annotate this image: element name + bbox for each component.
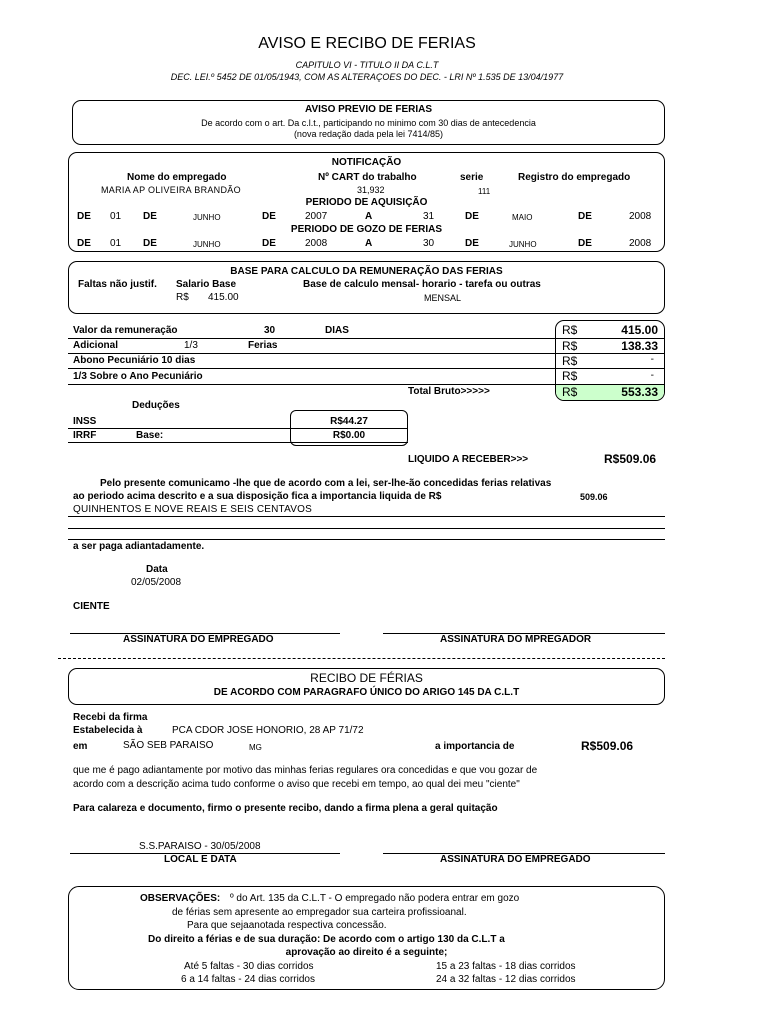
recibo-texto1: que me é pago adiantamente por motivo das minhas ferias regulares ora concedidas e que vou gozar de <box>73 765 538 776</box>
obs-line2: de férias sem apresente ao empregador sua carteira profissioanal. <box>172 907 467 918</box>
notificacao-title: NOTIFICAÇÃO <box>331 157 402 168</box>
aquisicao-de-1: DE <box>77 211 91 222</box>
aquisicao-ano-inicio: 2007 <box>305 211 328 222</box>
header-base-calculo: Base de calculo mensal- horario - tarefa ou outras <box>303 279 541 290</box>
gozo-mes-inicio: JUNHO <box>193 240 221 249</box>
irrf-value: R$0.00 <box>332 430 366 441</box>
currency-symbol: R$ <box>562 323 578 337</box>
gozo-de-2: DE <box>143 238 157 249</box>
em-label: em <box>73 741 88 752</box>
local-data-label: LOCAL E DATA <box>164 854 237 865</box>
aviso-previo-title: AVISO PREVIO DE FERIAS <box>304 104 433 115</box>
aquisicao-dia-inicio: 01 <box>110 211 122 222</box>
extenso-line <box>68 539 665 540</box>
adiantado-text: a ser paga adiantadamente. <box>73 541 205 552</box>
currency-symbol: R$ <box>562 354 578 368</box>
obs-line4: Do direito a férias e de sua duração: De acordo com o artigo 130 da C.L.T a <box>148 934 505 945</box>
gozo-dia-fim: 30 <box>423 238 435 249</box>
valor-remuneracao-value: 415.00 <box>621 323 658 337</box>
valor-remuneracao-qtd: 30 <box>264 325 276 336</box>
gozo-mes-fim: JUNHO <box>509 240 537 249</box>
header-registro: Registro do empregado <box>518 172 631 183</box>
deducoes-title: Deduções <box>132 400 180 411</box>
importancia-value: R$509.06 <box>581 739 634 753</box>
header-cart-trabalho: Nº CART do trabalho <box>318 172 417 183</box>
header-serie: serie <box>460 172 484 183</box>
local-data-value: S.S.PARAISO - 30/05/2008 <box>139 841 261 852</box>
faltas-rule-3: 6 a 14 faltas - 24 dias corridos <box>181 974 315 985</box>
periodo-aquisicao-title: PERIODO DE AQUISIÇÃO <box>305 197 428 208</box>
obs-line5: aprovação ao direito é a seguinte; <box>285 947 448 958</box>
estabelecida-label: Estabelecida à <box>73 725 143 736</box>
data-label: Data <box>146 564 168 575</box>
gozo-de-5: DE <box>578 238 592 249</box>
gozo-de-4: DE <box>465 238 479 249</box>
gozo-ano-inicio: 2008 <box>305 238 328 249</box>
ciente-label: CIENTE <box>73 601 110 612</box>
endereco-value: PCA CDOR JOSE HONORIO, 28 AP 71/72 <box>172 725 364 736</box>
legal-reference: DEC. LEI.º 5452 DE 01/05/1943, COM AS ALTERAÇOES DO DEC. - LRI Nº 1.535 DE 13/04/1977 <box>170 72 564 82</box>
liquido-value: R$509.06 <box>604 452 657 466</box>
currency-symbol: R$ <box>562 385 578 399</box>
page-title: AVISO E RECIBO DE FERIAS <box>258 35 476 52</box>
serie-value: 111 <box>478 187 491 196</box>
header-faltas: Faltas não justif. <box>78 279 157 290</box>
aviso-previo-line2: (nova redação dada pela lei 7414/85) <box>293 129 444 139</box>
page-subtitle: CAPITULO VI - TITULO II DA C.L.T <box>295 60 439 70</box>
gozo-ano-fim: 2008 <box>629 238 652 249</box>
sobre-pecuniario-label: 1/3 Sobre o Ano Pecuniário <box>73 371 203 382</box>
comunicado-line2: ao periodo acima descrito e a sua disposição fica a importancia liquida de R$ <box>73 491 442 502</box>
total-bruto-value: 553.33 <box>621 385 658 399</box>
periodo-gozo-title: PERIODO DE GOZO DE FERIAS <box>290 224 443 235</box>
cidade-value: SÃO SEB PARAISO <box>123 740 214 751</box>
obs-line3: Para que sejaanotada respectiva concessão. <box>187 920 387 931</box>
cart-trabalho: 31,932 <box>357 185 385 195</box>
recibo-texto2: acordo com a descrição acima tudo conforme o aviso que recebi em tempo, ao qual dei meu "ciente" <box>73 779 520 790</box>
inss-value: R$44.27 <box>330 416 368 427</box>
sobre-pecuniario-value: - <box>650 370 654 381</box>
salario-currency: R$ <box>176 292 189 303</box>
adicional-value: 138.33 <box>621 339 658 353</box>
comunicado-amount: 509.06 <box>580 492 608 502</box>
faltas-rule-2: 15 a 23 faltas - 18 dias corridos <box>436 961 576 972</box>
abono-label: Abono Pecuniário 10 dias <box>73 355 196 366</box>
irrf-label: IRRF <box>73 430 97 441</box>
header-nome-empregado: Nome do empregado <box>127 172 227 183</box>
recibo-subtitle: DE ACORDO COM PARAGRAFO ÚNICO DO ARIGO 145 DA C.L.T <box>213 687 520 698</box>
aquisicao-ano-fim: 2008 <box>629 211 652 222</box>
header-salario-base: Salario Base <box>176 279 237 290</box>
comunicado-line1: Pelo presente comunicamo -lhe que de acordo com a lei, ser-lhe-ão concedidas ferias relativas <box>100 478 552 489</box>
adicional-frac: 1/3 <box>184 340 198 351</box>
aquisicao-de-3: DE <box>262 211 276 222</box>
uf-value: MG <box>249 743 262 752</box>
base-calculo-value: MENSAL <box>424 293 462 303</box>
inss-label: INSS <box>73 416 97 427</box>
valor-remuneracao-label: Valor da remuneração <box>73 325 178 336</box>
importancia-label: a importancia de <box>435 741 515 752</box>
aquisicao-a: A <box>365 211 373 222</box>
total-bruto-label: Total Bruto>>>>> <box>408 386 490 397</box>
currency-symbol: R$ <box>562 339 578 353</box>
cut-line <box>58 658 665 659</box>
extenso-line <box>68 528 665 529</box>
aquisicao-mes-fim: MAIO <box>512 213 533 222</box>
salario-base-value: 415.00 <box>208 292 239 303</box>
recibo-texto3: Para calareza e documento, firmo o presente recibo, dando a firma plena a geral quitação <box>73 803 498 814</box>
data-value: 02/05/2008 <box>131 577 182 588</box>
adicional-unit: Ferias <box>248 340 278 351</box>
faltas-rule-1: Até 5 faltas - 30 dias corridos <box>184 961 314 972</box>
faltas-rule-4: 24 a 32 faltas - 12 dias corridos <box>436 974 576 985</box>
gozo-dia-inicio: 01 <box>110 238 122 249</box>
aquisicao-de-5: DE <box>578 211 592 222</box>
aquisicao-mes-inicio: JUNHO <box>193 213 221 222</box>
aviso-previo-line1: De acordo com o art. Da c.l.t., participando no minimo com 30 dias de antecedencia <box>201 118 536 128</box>
aquisicao-de-2: DE <box>143 211 157 222</box>
extenso-line <box>68 516 665 517</box>
assinatura-empregado-label: ASSINATURA DO EMPREGADO <box>123 634 274 645</box>
recebi-label: Recebi da firma <box>73 712 148 723</box>
recibo-assinatura-empregado-label: ASSINATURA DO EMPREGADO <box>440 854 591 865</box>
gozo-de-1: DE <box>77 238 91 249</box>
valor-por-extenso: QUINHENTOS E NOVE REAIS E SEIS CENTAVOS <box>73 504 312 515</box>
assinatura-empregador-label: ASSINATURA DO MPREGADOR <box>440 634 592 645</box>
abono-value: - <box>650 354 654 365</box>
nome-empregado: MARIA AP OLIVEIRA BRANDÃO <box>101 185 241 195</box>
currency-symbol: R$ <box>562 369 578 383</box>
obs-line1: º do Art. 135 da C.L.T - O empregado não podera entrar em gozo <box>230 893 520 904</box>
valor-remuneracao-unit: DIAS <box>325 325 349 336</box>
liquido-label: LIQUIDO A RECEBER>>> <box>408 454 529 465</box>
aquisicao-dia-fim: 31 <box>423 211 435 222</box>
gozo-de-3: DE <box>262 238 276 249</box>
irrf-base-label: Base: <box>136 430 164 441</box>
gozo-a: A <box>365 238 373 249</box>
aquisicao-de-4: DE <box>465 211 479 222</box>
base-calculo-title: BASE PARA CALCULO DA REMUNERAÇÃO DAS FERIAS <box>230 266 503 277</box>
recibo-title: RECIBO DE FÉRIAS <box>310 671 423 685</box>
observacoes-label: OBSERVAÇÕES: <box>140 893 221 904</box>
adicional-label: Adicional <box>73 340 119 351</box>
